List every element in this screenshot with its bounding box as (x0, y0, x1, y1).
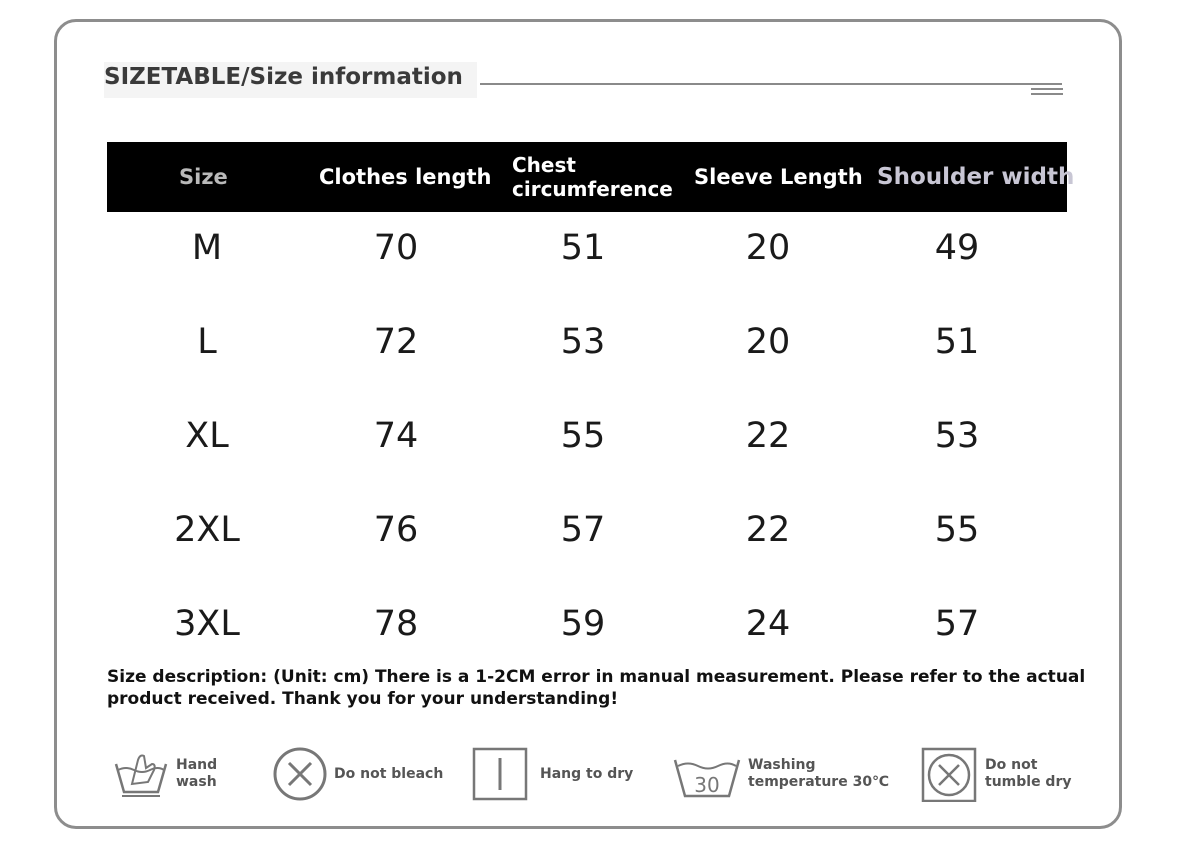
cell-sleeve: 20 (745, 228, 791, 268)
cell-chest: 59 (560, 604, 606, 644)
hand-wash-icon (112, 746, 170, 802)
cell-shoulder: 57 (934, 604, 980, 644)
cell-chest: 53 (560, 322, 606, 362)
cell-shoulder: 53 (934, 416, 980, 456)
care-washing-line2: temperature 30℃ (748, 774, 890, 790)
table-row (107, 494, 1067, 588)
care-washing-temperature (672, 742, 889, 806)
cell-shoulder: 55 (934, 510, 980, 550)
cell-clothes-length: 78 (373, 604, 419, 644)
cell-sleeve: 20 (745, 322, 791, 362)
table-row (107, 212, 1067, 306)
care-hand-wash-line1: Hand (176, 757, 218, 773)
size-description: Size description: (Unit: cm) There is a 1-2CM error in manual measurement. Please refer to the actual product received. Thank you for your understanding! (107, 667, 1086, 709)
header-shoulder-width: Shoulder width (877, 164, 1075, 190)
header-chest-line2: circumference (512, 177, 673, 201)
cell-chest: 57 (560, 510, 606, 550)
header-size: Size (179, 165, 228, 189)
header-sleeve-length: Sleeve Length (694, 165, 863, 189)
care-hand-wash-line2: wash (176, 774, 217, 790)
care-hand-wash (112, 742, 217, 806)
cell-sleeve: 22 (745, 416, 791, 456)
table-row (107, 306, 1067, 400)
table-body (107, 212, 1067, 682)
cell-sleeve: 24 (745, 604, 791, 644)
table-row (107, 400, 1067, 494)
cell-sleeve: 22 (745, 510, 791, 550)
care-no-tumble-line1: Do not (985, 757, 1038, 773)
header-clothes-length: Clothes length (319, 165, 492, 189)
cell-clothes-length: 74 (373, 416, 419, 456)
washing-30-symbol-text: 30 (694, 773, 720, 797)
cell-clothes-length: 70 (373, 228, 419, 268)
header-chest-circumference (512, 142, 673, 212)
hang-to-dry-icon (472, 746, 528, 802)
care-do-not-bleach (272, 742, 443, 806)
care-hang-to-dry (472, 742, 633, 806)
cell-size: 3XL (174, 604, 240, 644)
cell-clothes-length: 72 (373, 322, 419, 362)
cell-size: M (191, 228, 223, 268)
care-no-tumble-line2: tumble dry (985, 774, 1072, 790)
cell-chest: 55 (560, 416, 606, 456)
do-not-tumble-dry-icon (921, 746, 977, 802)
cell-shoulder: 51 (934, 322, 980, 362)
header-chest-line1: Chest (512, 153, 576, 177)
cell-size: XL (185, 416, 229, 456)
do-not-bleach-icon (272, 746, 328, 802)
care-washing-line1: Washing (748, 757, 816, 773)
title-divider (480, 83, 1062, 85)
cell-size: L (197, 322, 217, 362)
menu-icon (1031, 88, 1063, 98)
washing-30-icon (672, 746, 742, 802)
table-header (107, 142, 1075, 212)
cell-chest: 51 (560, 228, 606, 268)
cell-shoulder: 49 (934, 228, 980, 268)
cell-clothes-length: 76 (373, 510, 419, 550)
care-do-not-tumble-dry (921, 742, 1072, 806)
care-hang-to-dry-label: Hang to dry (540, 765, 634, 782)
care-do-not-bleach-label: Do not bleach (334, 765, 444, 782)
cell-size: 2XL (174, 510, 240, 550)
page-title: SIZETABLE/Size information (104, 62, 477, 98)
